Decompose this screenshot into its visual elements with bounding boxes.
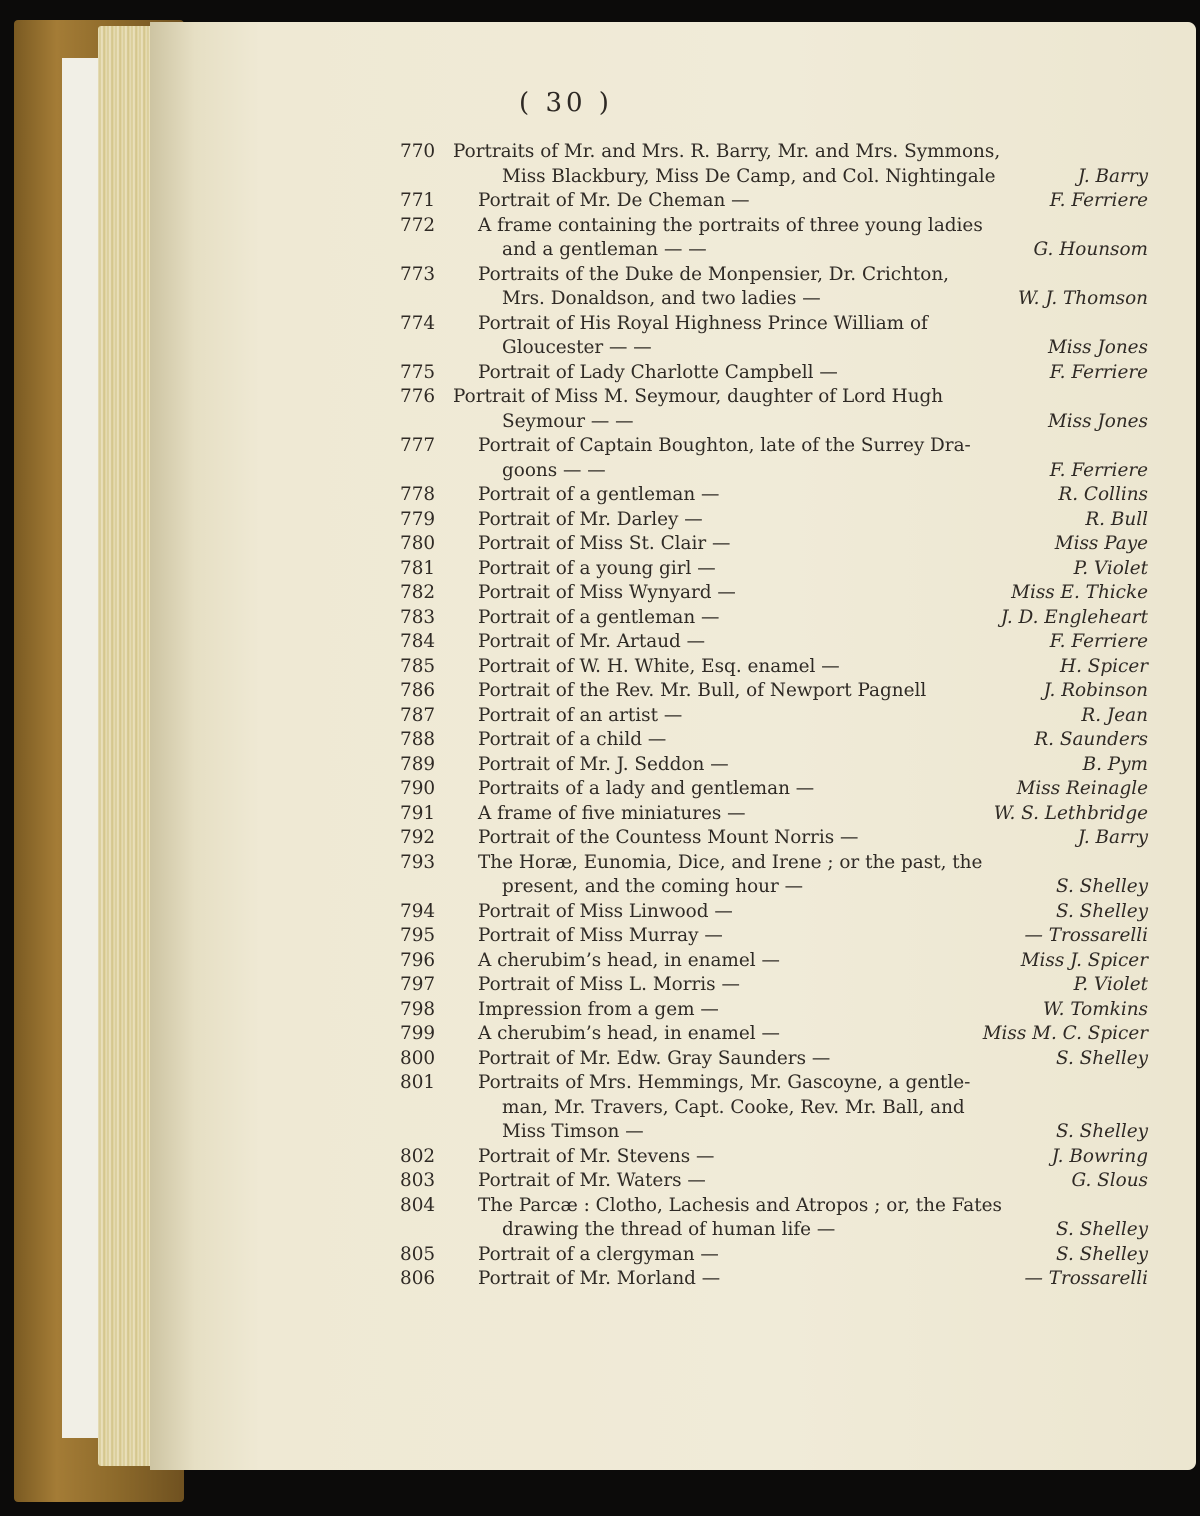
entry-line bbox=[0, 189, 1200, 214]
catalogue-entry bbox=[0, 1022, 1200, 1047]
entry-line bbox=[0, 557, 1200, 582]
entry-artist: G. Slous bbox=[1071, 1170, 1148, 1191]
page-number: ( 30 ) bbox=[519, 88, 613, 118]
catalogue-entry bbox=[0, 655, 1200, 680]
entry-title: Portrait of Miss Murray — bbox=[478, 925, 723, 946]
entry-number: 773 bbox=[400, 263, 436, 285]
entry-line bbox=[0, 1022, 1200, 1047]
entry-artist: J. Bowring bbox=[1051, 1145, 1148, 1167]
entry-line bbox=[0, 655, 1200, 680]
entry-title: A cherubim’s head, in enamel — bbox=[478, 1023, 780, 1044]
entry-artist: S. Shelley bbox=[1056, 1219, 1148, 1240]
entry-title: Portraits of Mrs. Hemmings, Mr. Gascoyne, a gentle- bbox=[478, 1072, 971, 1093]
entry-number: 800 bbox=[400, 1047, 436, 1069]
entry-title: Portrait of an artist — bbox=[478, 704, 683, 726]
entry-title-continued: Miss Timson — bbox=[502, 1121, 644, 1142]
catalogue-entry bbox=[0, 728, 1200, 753]
entry-number: 797 bbox=[400, 974, 436, 995]
entry-title: Portrait of His Royal Highness Prince William of bbox=[478, 312, 928, 334]
catalogue-entry bbox=[0, 1169, 1200, 1194]
entry-title: Portrait of the Rev. Mr. Bull, of Newport Pagnell bbox=[478, 680, 927, 701]
entry-title-continued: Gloucester — — bbox=[502, 337, 652, 358]
entry-line bbox=[0, 924, 1200, 949]
entry-number: 798 bbox=[400, 998, 436, 1020]
catalogue-entry bbox=[0, 140, 1200, 189]
catalogue-entry bbox=[0, 263, 1200, 312]
catalogue-entry bbox=[0, 1071, 1200, 1145]
entry-title: Portrait of a gentleman — bbox=[478, 484, 720, 505]
entry-number: 803 bbox=[400, 1170, 436, 1191]
entry-title: Portrait of W. H. White, Esq. enamel — bbox=[478, 655, 840, 677]
entry-title: Portrait of a child — bbox=[478, 729, 667, 750]
entry-line bbox=[0, 1096, 1200, 1121]
catalogue-entry bbox=[0, 214, 1200, 263]
entry-title: Portrait of Mr. De Cheman — bbox=[478, 190, 750, 211]
entry-number: 788 bbox=[400, 729, 436, 750]
catalogue-entry bbox=[0, 532, 1200, 557]
entry-number: 787 bbox=[400, 704, 436, 726]
entry-title: Portrait of a clergyman — bbox=[478, 1243, 719, 1265]
entry-title: Portrait of Mr. Stevens — bbox=[478, 1145, 715, 1167]
catalogue-entry bbox=[0, 483, 1200, 508]
entry-title: Portrait of Mr. Darley — bbox=[478, 508, 703, 530]
entry-title: A cherubim’s head, in enamel — bbox=[478, 949, 780, 971]
entry-line bbox=[0, 1267, 1200, 1292]
entry-title-continued: goons — — bbox=[502, 459, 606, 481]
entry-line bbox=[0, 802, 1200, 827]
catalogue-entry bbox=[0, 606, 1200, 631]
entry-artist: Miss M. C. Spicer bbox=[982, 1023, 1148, 1044]
entry-artist: J. Barry bbox=[1077, 165, 1148, 187]
entry-title: A frame of five miniatures — bbox=[478, 802, 746, 824]
catalogue-entry bbox=[0, 630, 1200, 655]
entry-line bbox=[0, 287, 1200, 312]
entry-artist: Miss Jones bbox=[1047, 410, 1148, 432]
entry-artist: R. Collins bbox=[1058, 484, 1148, 505]
entry-title-continued: Miss Blackbury, Miss De Camp, and Col. Nightingale bbox=[502, 165, 996, 187]
catalogue-entry bbox=[0, 900, 1200, 925]
entry-title: Portrait of Miss Wynyard — bbox=[478, 582, 736, 603]
entry-artist: W. J. Thomson bbox=[1018, 288, 1148, 309]
catalogue-entry bbox=[0, 557, 1200, 582]
entry-artist: S. Shelley bbox=[1056, 876, 1148, 897]
entry-title: Portrait of Mr. Morland — bbox=[478, 1268, 721, 1289]
entry-line bbox=[0, 312, 1200, 337]
entry-number: 801 bbox=[400, 1072, 436, 1093]
catalogue-entry bbox=[0, 189, 1200, 214]
catalogue-entry bbox=[0, 385, 1200, 434]
entry-number: 776 bbox=[400, 386, 436, 407]
entry-line bbox=[0, 1145, 1200, 1170]
entry-line bbox=[0, 777, 1200, 802]
entry-number: 783 bbox=[400, 606, 436, 628]
catalogue-entry bbox=[0, 973, 1200, 998]
entry-number: 796 bbox=[400, 949, 436, 971]
catalogue-entry bbox=[0, 581, 1200, 606]
entry-title-continued: and a gentleman — — bbox=[502, 239, 707, 260]
entry-line bbox=[0, 679, 1200, 704]
entry-artist: R. Bull bbox=[1085, 508, 1148, 530]
entry-artist: J. D. Engleheart bbox=[1000, 606, 1148, 628]
entry-line bbox=[0, 753, 1200, 778]
catalogue-entry bbox=[0, 924, 1200, 949]
entry-number: 790 bbox=[400, 778, 436, 799]
entry-number: 778 bbox=[400, 484, 436, 505]
entry-line bbox=[0, 606, 1200, 631]
entry-line bbox=[0, 165, 1200, 190]
catalogue-entry bbox=[0, 1047, 1200, 1072]
entry-title: The Horæ, Eunomia, Dice, and Irene ; or the past, the bbox=[478, 851, 983, 873]
entry-artist: S. Shelley bbox=[1056, 900, 1148, 922]
catalogue-entry bbox=[0, 1243, 1200, 1268]
catalogue-entry bbox=[0, 1194, 1200, 1243]
entry-title-continued: present, and the coming hour — bbox=[502, 876, 804, 897]
entry-title: Portrait of Lady Charlotte Campbell — bbox=[478, 361, 838, 383]
entry-line bbox=[0, 459, 1200, 484]
entry-artist: H. Spicer bbox=[1060, 655, 1148, 677]
entry-line bbox=[0, 238, 1200, 263]
entry-number: 789 bbox=[400, 753, 436, 775]
entry-artist: W. S. Lethbridge bbox=[993, 802, 1148, 824]
entry-line bbox=[0, 1071, 1200, 1096]
entry-title: Portrait of Miss St. Clair — bbox=[478, 533, 731, 554]
entry-number: 771 bbox=[400, 190, 436, 211]
entry-number: 775 bbox=[400, 361, 436, 383]
catalogue-entry bbox=[0, 361, 1200, 386]
entry-artist: Miss Reinagle bbox=[1016, 778, 1148, 799]
entry-title: Portrait of Captain Boughton, late of the Surrey Dra- bbox=[478, 435, 971, 456]
catalogue-entry bbox=[0, 851, 1200, 900]
entry-list bbox=[0, 140, 1200, 1292]
entry-title-continued: Seymour — — bbox=[502, 410, 634, 432]
entry-number: 805 bbox=[400, 1243, 436, 1265]
entry-artist: F. Ferriere bbox=[1049, 190, 1148, 211]
entry-artist: — Trossarelli bbox=[1024, 925, 1148, 946]
entry-artist: Miss E. Thicke bbox=[1011, 582, 1148, 603]
entry-line bbox=[0, 1218, 1200, 1243]
entry-title: Portrait of Mr. J. Seddon — bbox=[478, 753, 729, 775]
entry-line bbox=[0, 336, 1200, 361]
entry-artist: S. Shelley bbox=[1056, 1243, 1148, 1265]
entry-artist: F. Ferriere bbox=[1049, 361, 1148, 383]
entry-artist: B. Pym bbox=[1082, 753, 1148, 775]
entry-number: 791 bbox=[400, 802, 436, 824]
entry-title: Impression from a gem — bbox=[478, 998, 719, 1020]
entry-title-continued: man, Mr. Travers, Capt. Cooke, Rev. Mr. Ball, and bbox=[502, 1096, 965, 1118]
entry-number: 784 bbox=[400, 631, 436, 652]
entry-number: 795 bbox=[400, 925, 436, 946]
entry-number: 770 bbox=[400, 141, 436, 162]
entry-artist: F. Ferriere bbox=[1049, 631, 1148, 652]
entry-number: 777 bbox=[400, 435, 436, 456]
entry-line bbox=[0, 875, 1200, 900]
catalogue-entry bbox=[0, 998, 1200, 1023]
catalogue-entry bbox=[0, 1145, 1200, 1170]
catalogue-entry bbox=[0, 802, 1200, 827]
catalogue-entry bbox=[0, 753, 1200, 778]
entry-title: The Parcæ : Clotho, Lachesis and Atropos ; or, the Fates bbox=[478, 1194, 1002, 1216]
entry-number: 786 bbox=[400, 680, 436, 701]
entry-number: 774 bbox=[400, 312, 436, 334]
entry-line bbox=[0, 483, 1200, 508]
entry-artist: J. Barry bbox=[1077, 827, 1148, 848]
entry-title: Portraits of a lady and gentleman — bbox=[478, 778, 815, 799]
entry-artist: P. Violet bbox=[1073, 557, 1148, 579]
entry-title: Portraits of Mr. and Mrs. R. Barry, Mr. and Mrs. Symmons, bbox=[453, 141, 1001, 162]
entry-artist: P. Violet bbox=[1073, 974, 1148, 995]
entry-line bbox=[0, 1194, 1200, 1219]
entry-number: 779 bbox=[400, 508, 436, 530]
entry-line bbox=[0, 973, 1200, 998]
catalogue-entry bbox=[0, 1267, 1200, 1292]
entry-line bbox=[0, 581, 1200, 606]
entry-title: Portrait of Mr. Edw. Gray Saunders — bbox=[478, 1047, 831, 1069]
entry-number: 792 bbox=[400, 827, 436, 848]
entry-artist: R. Jean bbox=[1081, 704, 1148, 726]
entry-title: Portrait of Mr. Waters — bbox=[478, 1170, 706, 1191]
entry-number: 799 bbox=[400, 1023, 436, 1044]
entry-number: 782 bbox=[400, 582, 436, 603]
catalogue-entry bbox=[0, 508, 1200, 533]
entry-number: 802 bbox=[400, 1145, 436, 1167]
entry-title: Portrait of a young girl — bbox=[478, 557, 716, 579]
entry-line bbox=[0, 949, 1200, 974]
entry-title: Portrait of the Countess Mount Norris — bbox=[478, 827, 859, 848]
entry-title: Portrait of a gentleman — bbox=[478, 606, 720, 628]
entry-line bbox=[0, 1047, 1200, 1072]
entry-title: Portrait of Mr. Artaud — bbox=[478, 631, 706, 652]
entry-line bbox=[0, 140, 1200, 165]
entry-line bbox=[0, 434, 1200, 459]
entry-line bbox=[0, 1120, 1200, 1145]
entry-line bbox=[0, 630, 1200, 655]
entry-artist: Miss Paye bbox=[1054, 533, 1148, 554]
entry-title: Portrait of Miss Linwood — bbox=[478, 900, 733, 922]
catalogue-entry bbox=[0, 704, 1200, 729]
entry-number: 806 bbox=[400, 1268, 436, 1289]
entry-number: 780 bbox=[400, 533, 436, 554]
entry-line bbox=[0, 263, 1200, 288]
entry-line bbox=[0, 704, 1200, 729]
entry-number: 794 bbox=[400, 900, 436, 922]
catalogue-entry bbox=[0, 826, 1200, 851]
entry-artist: S. Shelley bbox=[1056, 1047, 1148, 1069]
entry-line bbox=[0, 998, 1200, 1023]
entry-title-continued: Mrs. Donaldson, and two ladies — bbox=[502, 288, 821, 309]
entry-title: A frame containing the portraits of three young ladies bbox=[478, 214, 983, 236]
entry-line bbox=[0, 1169, 1200, 1194]
entry-artist: — Trossarelli bbox=[1024, 1268, 1148, 1289]
entry-number: 785 bbox=[400, 655, 436, 677]
entry-number: 781 bbox=[400, 557, 436, 579]
entry-line bbox=[0, 1243, 1200, 1268]
entry-artist: F. Ferriere bbox=[1049, 459, 1148, 481]
entry-line bbox=[0, 851, 1200, 876]
entry-artist: R. Saunders bbox=[1034, 729, 1148, 750]
entry-title-continued: drawing the thread of human life — bbox=[502, 1219, 836, 1240]
entry-line bbox=[0, 361, 1200, 386]
catalogue-entry bbox=[0, 434, 1200, 483]
entry-line bbox=[0, 532, 1200, 557]
catalogue-entry bbox=[0, 949, 1200, 974]
entry-artist: Miss J. Spicer bbox=[1020, 949, 1148, 971]
entry-artist: Miss Jones bbox=[1047, 337, 1148, 358]
entry-number: 793 bbox=[400, 851, 436, 873]
entry-title: Portrait of Miss L. Morris — bbox=[478, 974, 740, 995]
entry-title: Portrait of Miss M. Seymour, daughter of Lord Hugh bbox=[453, 386, 944, 407]
entry-line bbox=[0, 508, 1200, 533]
entry-line bbox=[0, 214, 1200, 239]
entry-line bbox=[0, 410, 1200, 435]
entry-artist: J. Robinson bbox=[1043, 680, 1148, 701]
entry-title: Portraits of the Duke de Monpensier, Dr. Crichton, bbox=[478, 263, 950, 285]
entry-artist: S. Shelley bbox=[1056, 1121, 1148, 1142]
entry-line bbox=[0, 900, 1200, 925]
entry-line bbox=[0, 728, 1200, 753]
catalogue-entry bbox=[0, 777, 1200, 802]
entry-artist: G. Hounsom bbox=[1033, 239, 1148, 260]
entry-artist: W. Tomkins bbox=[1042, 998, 1148, 1020]
entry-line bbox=[0, 826, 1200, 851]
entry-number: 772 bbox=[400, 214, 436, 236]
catalogue-entry bbox=[0, 679, 1200, 704]
catalogue-entry bbox=[0, 312, 1200, 361]
entry-number: 804 bbox=[400, 1194, 436, 1216]
entry-line bbox=[0, 385, 1200, 410]
